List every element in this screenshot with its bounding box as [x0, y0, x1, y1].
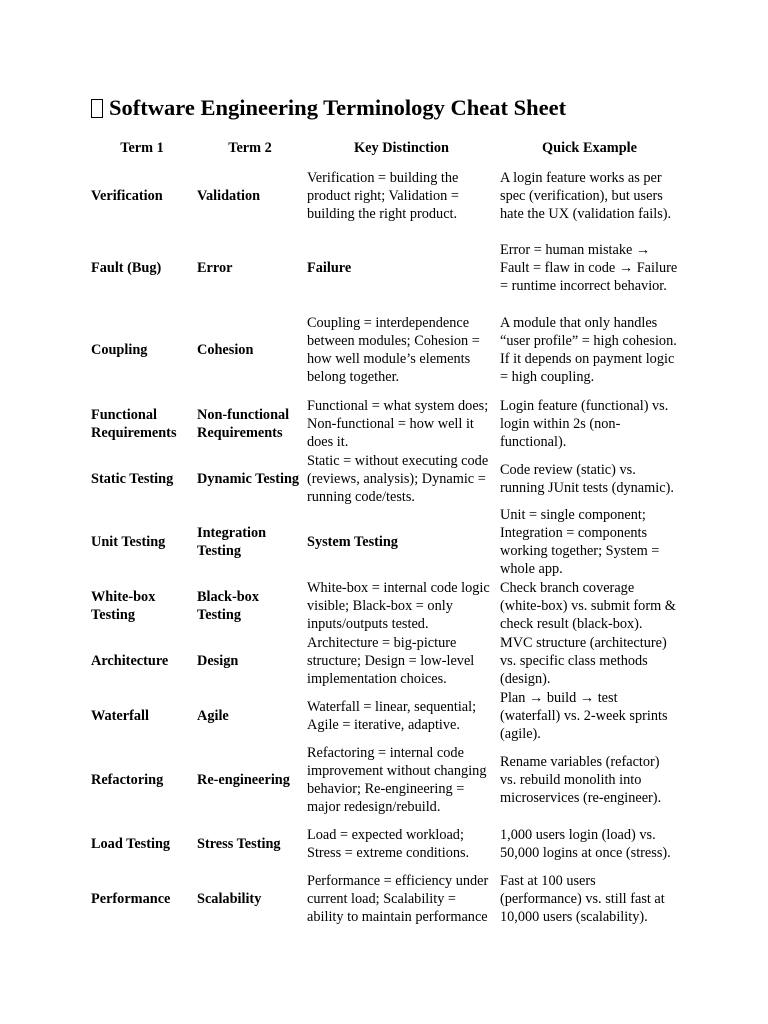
table-row: [89, 159, 681, 232]
key-distinction-cell: Performance = efficiency under current load; Scalability = ability to maintain performance: [307, 872, 489, 925]
term2-cell: Agile: [197, 707, 229, 724]
quick-example-cell: Error = human mistake → Fault = flaw in code → Failure = runtime incorrect behavior.: [500, 242, 678, 294]
table-row: [89, 396, 681, 451]
quick-example-cell: A login feature works as per spec (verification), but users hate the UX (validation fails).: [500, 169, 672, 222]
term2-cell: Error: [197, 260, 233, 276]
term2-cell: Integration Testing: [197, 525, 267, 559]
table-body: [89, 159, 681, 926]
quick-example-cell: Login feature (functional) vs. login within 2s (non-functional).: [500, 397, 669, 450]
quick-example-cell: A module that only handles “user profile” = high cohesion. If it depends on payment logic = high coupling.: [500, 315, 677, 385]
term1-cell: Architecture: [91, 652, 169, 669]
key-distinction-cell: White-box = internal code logic visible; Black-box = only inputs/outputs tested.: [307, 579, 490, 632]
key-distinction-cell: System Testing: [307, 534, 398, 550]
terminology-table: [89, 137, 681, 926]
term2-cell: Design: [197, 652, 239, 669]
column-header-key-distinction: Key Distinction: [354, 139, 449, 156]
term1-cell: Load Testing: [91, 835, 171, 852]
term2-cell: Black-box Testing: [197, 588, 259, 623]
term1-cell: Functional Requirements: [91, 406, 177, 441]
quick-example-cell: Unit = single component; Integration = components working together; System = whole app.: [500, 507, 660, 577]
table-row: [89, 506, 681, 578]
table-row: [89, 816, 681, 871]
term2-cell: Non-functional Requirements: [197, 406, 290, 441]
term1-cell: Verification: [91, 187, 163, 204]
quick-example-cell: MVC structure (architecture) vs. specific class methods (design).: [500, 634, 667, 687]
quick-example-cell: Rename variables (refactor) vs. rebuild monolith into microservices (re-engineer).: [500, 753, 662, 806]
table-row: [89, 688, 681, 743]
table-row: [89, 232, 681, 304]
quick-example-cell: 1,000 users login (load) vs. 50,000 logins at once (stress).: [500, 826, 671, 861]
term2-cell: Dynamic Testing: [197, 470, 300, 487]
term1-cell: Performance: [91, 890, 171, 907]
term2-cell: Scalability: [197, 890, 262, 907]
key-distinction-cell: Refactoring = internal code improvement without changing behavior; Re-engineering = major redesign/rebuild.: [307, 744, 487, 815]
key-distinction-cell: Coupling = interdependence between modules; Cohesion = how well module’s elements belong together.: [307, 315, 480, 385]
key-distinction-cell: Failure: [307, 260, 352, 276]
term2-cell: Stress Testing: [197, 835, 281, 852]
page-title: [91, 94, 566, 122]
box-glyph-icon: [91, 99, 103, 118]
table-row: [89, 578, 681, 633]
quick-example-cell: Code review (static) vs. running JUnit tests (dynamic).: [500, 461, 674, 496]
column-header-term2: Term 2: [228, 139, 272, 156]
page-title-text: Software Engineering Terminology Cheat Sheet: [109, 95, 567, 120]
table-row: [89, 871, 681, 926]
term2-cell: Validation: [197, 187, 261, 204]
term2-cell: Re-engineering: [197, 771, 290, 788]
term1-cell: Refactoring: [91, 771, 164, 788]
quick-example-cell: Plan → build → test (waterfall) vs. 2-week sprints (agile).: [500, 689, 668, 742]
table-row: [89, 451, 681, 506]
table-row: [89, 304, 681, 396]
table-row: [89, 743, 681, 816]
table-row: [89, 633, 681, 688]
table-header-row: [89, 137, 681, 159]
quick-example-cell: Fast at 100 users (performance) vs. still fast at 10,000 users (scalability).: [500, 872, 665, 925]
term1-cell: Coupling: [91, 342, 148, 358]
key-distinction-cell: Waterfall = linear, sequential; Agile = iterative, adaptive.: [307, 698, 477, 733]
column-header-quick-example: Quick Example: [542, 139, 637, 156]
key-distinction-cell: Verification = building the product right; Validation = building the right product.: [307, 169, 459, 222]
key-distinction-cell: Architecture = big-picture structure; Design = low-level implementation choices.: [307, 634, 475, 687]
term1-cell: Fault (Bug): [91, 260, 162, 276]
term1-cell: Static Testing: [91, 470, 174, 487]
quick-example-cell: Check branch coverage (white-box) vs. submit form & check result (black-box).: [500, 579, 676, 632]
term1-cell: White-box Testing: [91, 588, 156, 623]
term1-cell: Waterfall: [91, 707, 149, 724]
key-distinction-cell: Load = expected workload; Stress = extreme conditions.: [307, 826, 470, 861]
term1-cell: Unit Testing: [91, 534, 166, 550]
key-distinction-cell: Functional = what system does; Non-functional = how well it does it.: [307, 397, 489, 450]
key-distinction-cell: Static = without executing code (reviews, analysis); Dynamic = running code/tests.: [307, 452, 489, 505]
column-header-term1: Term 1: [120, 139, 164, 156]
term2-cell: Cohesion: [197, 342, 254, 358]
